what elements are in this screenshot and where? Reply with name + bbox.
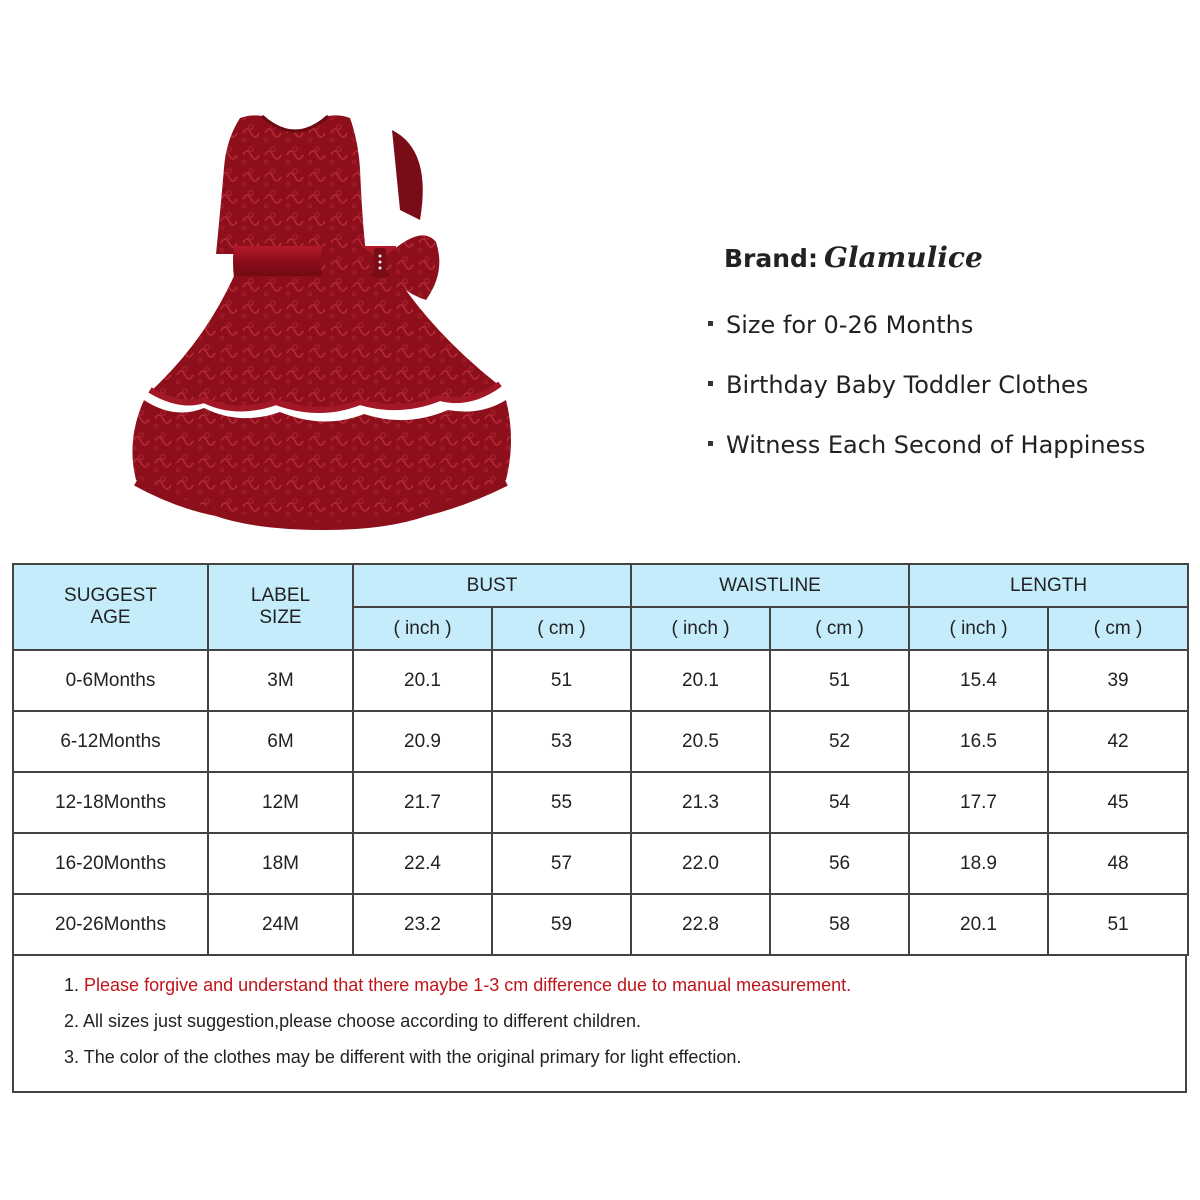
note-text: Please forgive and understand that there maybe 1-3 cm difference due to manual measurement. [84,975,852,995]
product-info [708,236,1188,480]
table-cell: 52 [770,711,909,772]
table-cell: 17.7 [909,772,1048,833]
table-cell: 51 [492,650,631,711]
table-cell: 16-20Months [13,833,208,894]
table-cell: 24M [208,894,353,955]
table-cell: 20.1 [909,894,1048,955]
size-chart-table [12,563,1189,956]
header-waistline: WAISTLINE [631,564,909,607]
table-cell: 6M [208,711,353,772]
table-cell: 55 [492,772,631,833]
header-line: SIZE [259,607,302,628]
table-cell: 21.7 [353,772,492,833]
note-item [64,1047,741,1068]
table-cell: 20.9 [353,711,492,772]
unit-header: ( cm ) [1048,607,1188,650]
unit-header: ( cm ) [492,607,631,650]
table-cell: 53 [492,711,631,772]
bullet-square-icon [708,321,713,326]
table-cell: 45 [1048,772,1188,833]
unit-header: ( cm ) [770,607,909,650]
note-number: 2. [64,1011,80,1031]
table-cell: 51 [770,650,909,711]
table-row [13,650,1188,711]
header-bust: BUST [353,564,631,607]
table-cell: 0-6Months [13,650,208,711]
table-cell: 3M [208,650,353,711]
table-cell: 12-18Months [13,772,208,833]
header-suggest-age [13,564,208,650]
note-number: 1. [64,975,80,995]
table-cell: 56 [770,833,909,894]
table-cell: 22.8 [631,894,770,955]
table-cell: 48 [1048,833,1188,894]
note-text: The color of the clothes may be different with the original primary for light effection. [83,1047,742,1067]
header-line: SUGGEST [64,585,157,606]
table-cell: 42 [1048,711,1188,772]
header-label-size [208,564,353,650]
note-item [64,975,851,996]
table-cell: 39 [1048,650,1188,711]
table-cell: 51 [1048,894,1188,955]
feature-text: Size for 0-26 Months [726,311,974,339]
table-cell: 22.0 [631,833,770,894]
table-cell: 20.1 [353,650,492,711]
table-cell: 15.4 [909,650,1048,711]
table-row [13,833,1188,894]
header-length: LENGTH [909,564,1188,607]
table-cell: 58 [770,894,909,955]
table-row [13,772,1188,833]
table-cell: 59 [492,894,631,955]
feature-item [708,300,1188,360]
table-cell: 22.4 [353,833,492,894]
table-cell: 12M [208,772,353,833]
table-cell: 20-26Months [13,894,208,955]
table-cell: 23.2 [353,894,492,955]
table-cell: 18.9 [909,833,1048,894]
table-cell: 20.5 [631,711,770,772]
unit-header: ( inch ) [631,607,770,650]
brand-label: Brand: [724,244,818,273]
table-row [13,894,1188,955]
note-item [64,1011,641,1032]
table-cell: 21.3 [631,772,770,833]
table-cell: 18M [208,833,353,894]
unit-header: ( inch ) [353,607,492,650]
feature-item [708,360,1188,420]
dress-image [130,100,520,550]
table-cell: 6-12Months [13,711,208,772]
feature-item [708,420,1188,480]
brand-name: Glamulice [823,241,983,274]
feature-text: Birthday Baby Toddler Clothes [726,371,1089,399]
header-line: AGE [90,607,131,628]
note-number: 3. [64,1047,80,1067]
red-lace-dress-icon [130,100,520,550]
unit-header: ( inch ) [909,607,1048,650]
bullet-square-icon [708,441,713,446]
table-row [13,711,1188,772]
table-cell: 20.1 [631,650,770,711]
notes-box [12,955,1187,1093]
table-cell: 57 [492,833,631,894]
feature-text: Witness Each Second of Happiness [726,431,1146,459]
note-text: All sizes just suggestion,please choose according to different children. [83,1011,642,1031]
brand-line [724,236,1188,286]
header-line: LABEL [250,585,311,606]
table-cell: 16.5 [909,711,1048,772]
bullet-square-icon [708,381,713,386]
table-cell: 54 [770,772,909,833]
